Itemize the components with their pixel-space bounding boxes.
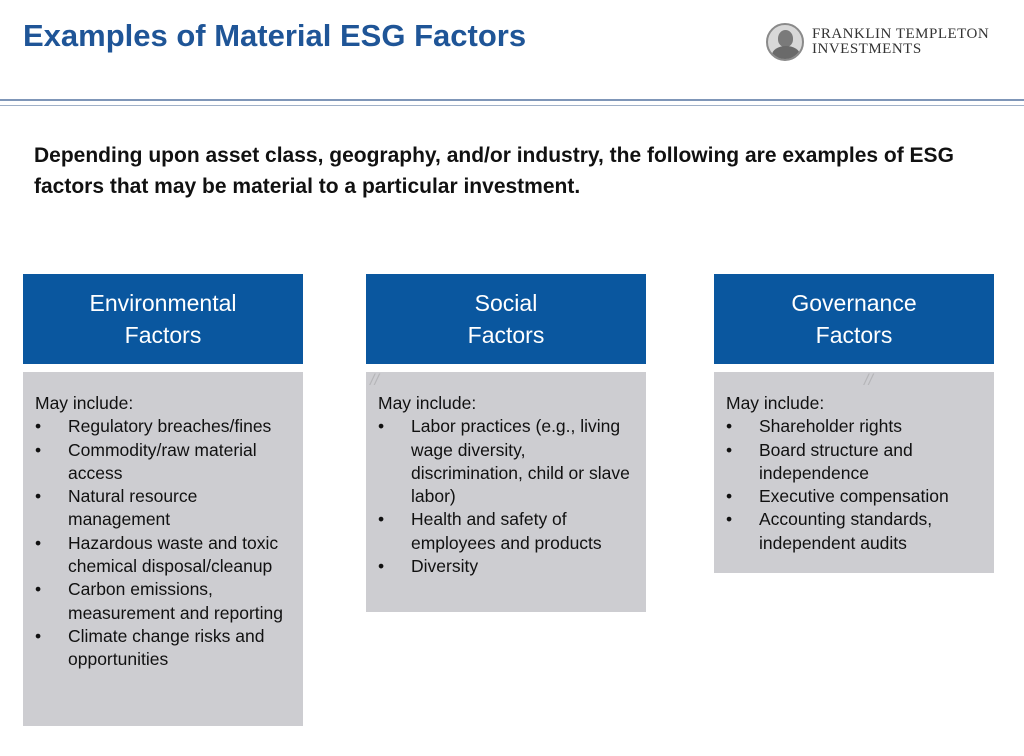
social-panel [366,372,646,612]
environmental-panel [23,372,303,726]
governance-list [726,415,984,555]
social-heading-line-1: Social [474,290,538,316]
social-heading-line-2: Factors [467,322,545,348]
list-item: • Hazardous waste and toxic chemical disposal/cleanup [35,532,293,579]
list-item: • Health and safety of employees and products [378,508,636,555]
logo-wordmark [812,27,989,57]
governance-heading-line-2: Factors [815,322,893,348]
social-lead: May include: [378,393,477,413]
governance-lead: May include: [726,393,825,413]
list-item: • Board structure and independence [726,439,984,486]
governance-panel [714,372,994,573]
page-title: Examples of Material ESG Factors [23,18,527,53]
social-list [378,415,636,578]
franklin-templeton-logo [766,22,989,62]
header-divider [0,99,1024,101]
list-item: • Diversity [378,555,636,578]
governance-heading-line-1: Governance [791,290,917,316]
list-item: • Accounting standards, independent audits [726,508,984,555]
slash-mark: // [370,372,379,389]
list-item: • Commodity/raw material access [35,439,293,486]
list-item: • Regulatory breaches/fines [35,415,293,438]
environmental-heading-line-1: Environmental [89,290,237,316]
portrait-emblem-icon [766,23,804,61]
environmental-list [35,415,293,671]
slash-mark: // [864,372,873,389]
list-item: • Natural resource management [35,485,293,532]
environmental-lead: May include: [35,393,134,413]
list-item: • Climate change risks and opportunities [35,625,293,672]
header-divider-thin [0,105,1024,106]
logo-line-1: FRANKLIN TEMPLETON [812,26,990,42]
list-item: • Shareholder rights [726,415,984,438]
logo-line-2: INVESTMENTS [812,41,922,57]
environmental-heading [23,274,303,364]
social-heading [366,274,646,364]
list-item: • Executive compensation [726,485,984,508]
list-item: • Labor practices (e.g., living wage diversity, discrimination, child or slave labor) [378,415,636,508]
governance-heading [714,274,994,364]
list-item: • Carbon emissions, measurement and reporting [35,578,293,625]
intro-text: Depending upon asset class, geography, and/or industry, the following are examples of ESG factors that may be material to a particular investment. [34,144,954,198]
environmental-heading-line-2: Factors [124,322,202,348]
